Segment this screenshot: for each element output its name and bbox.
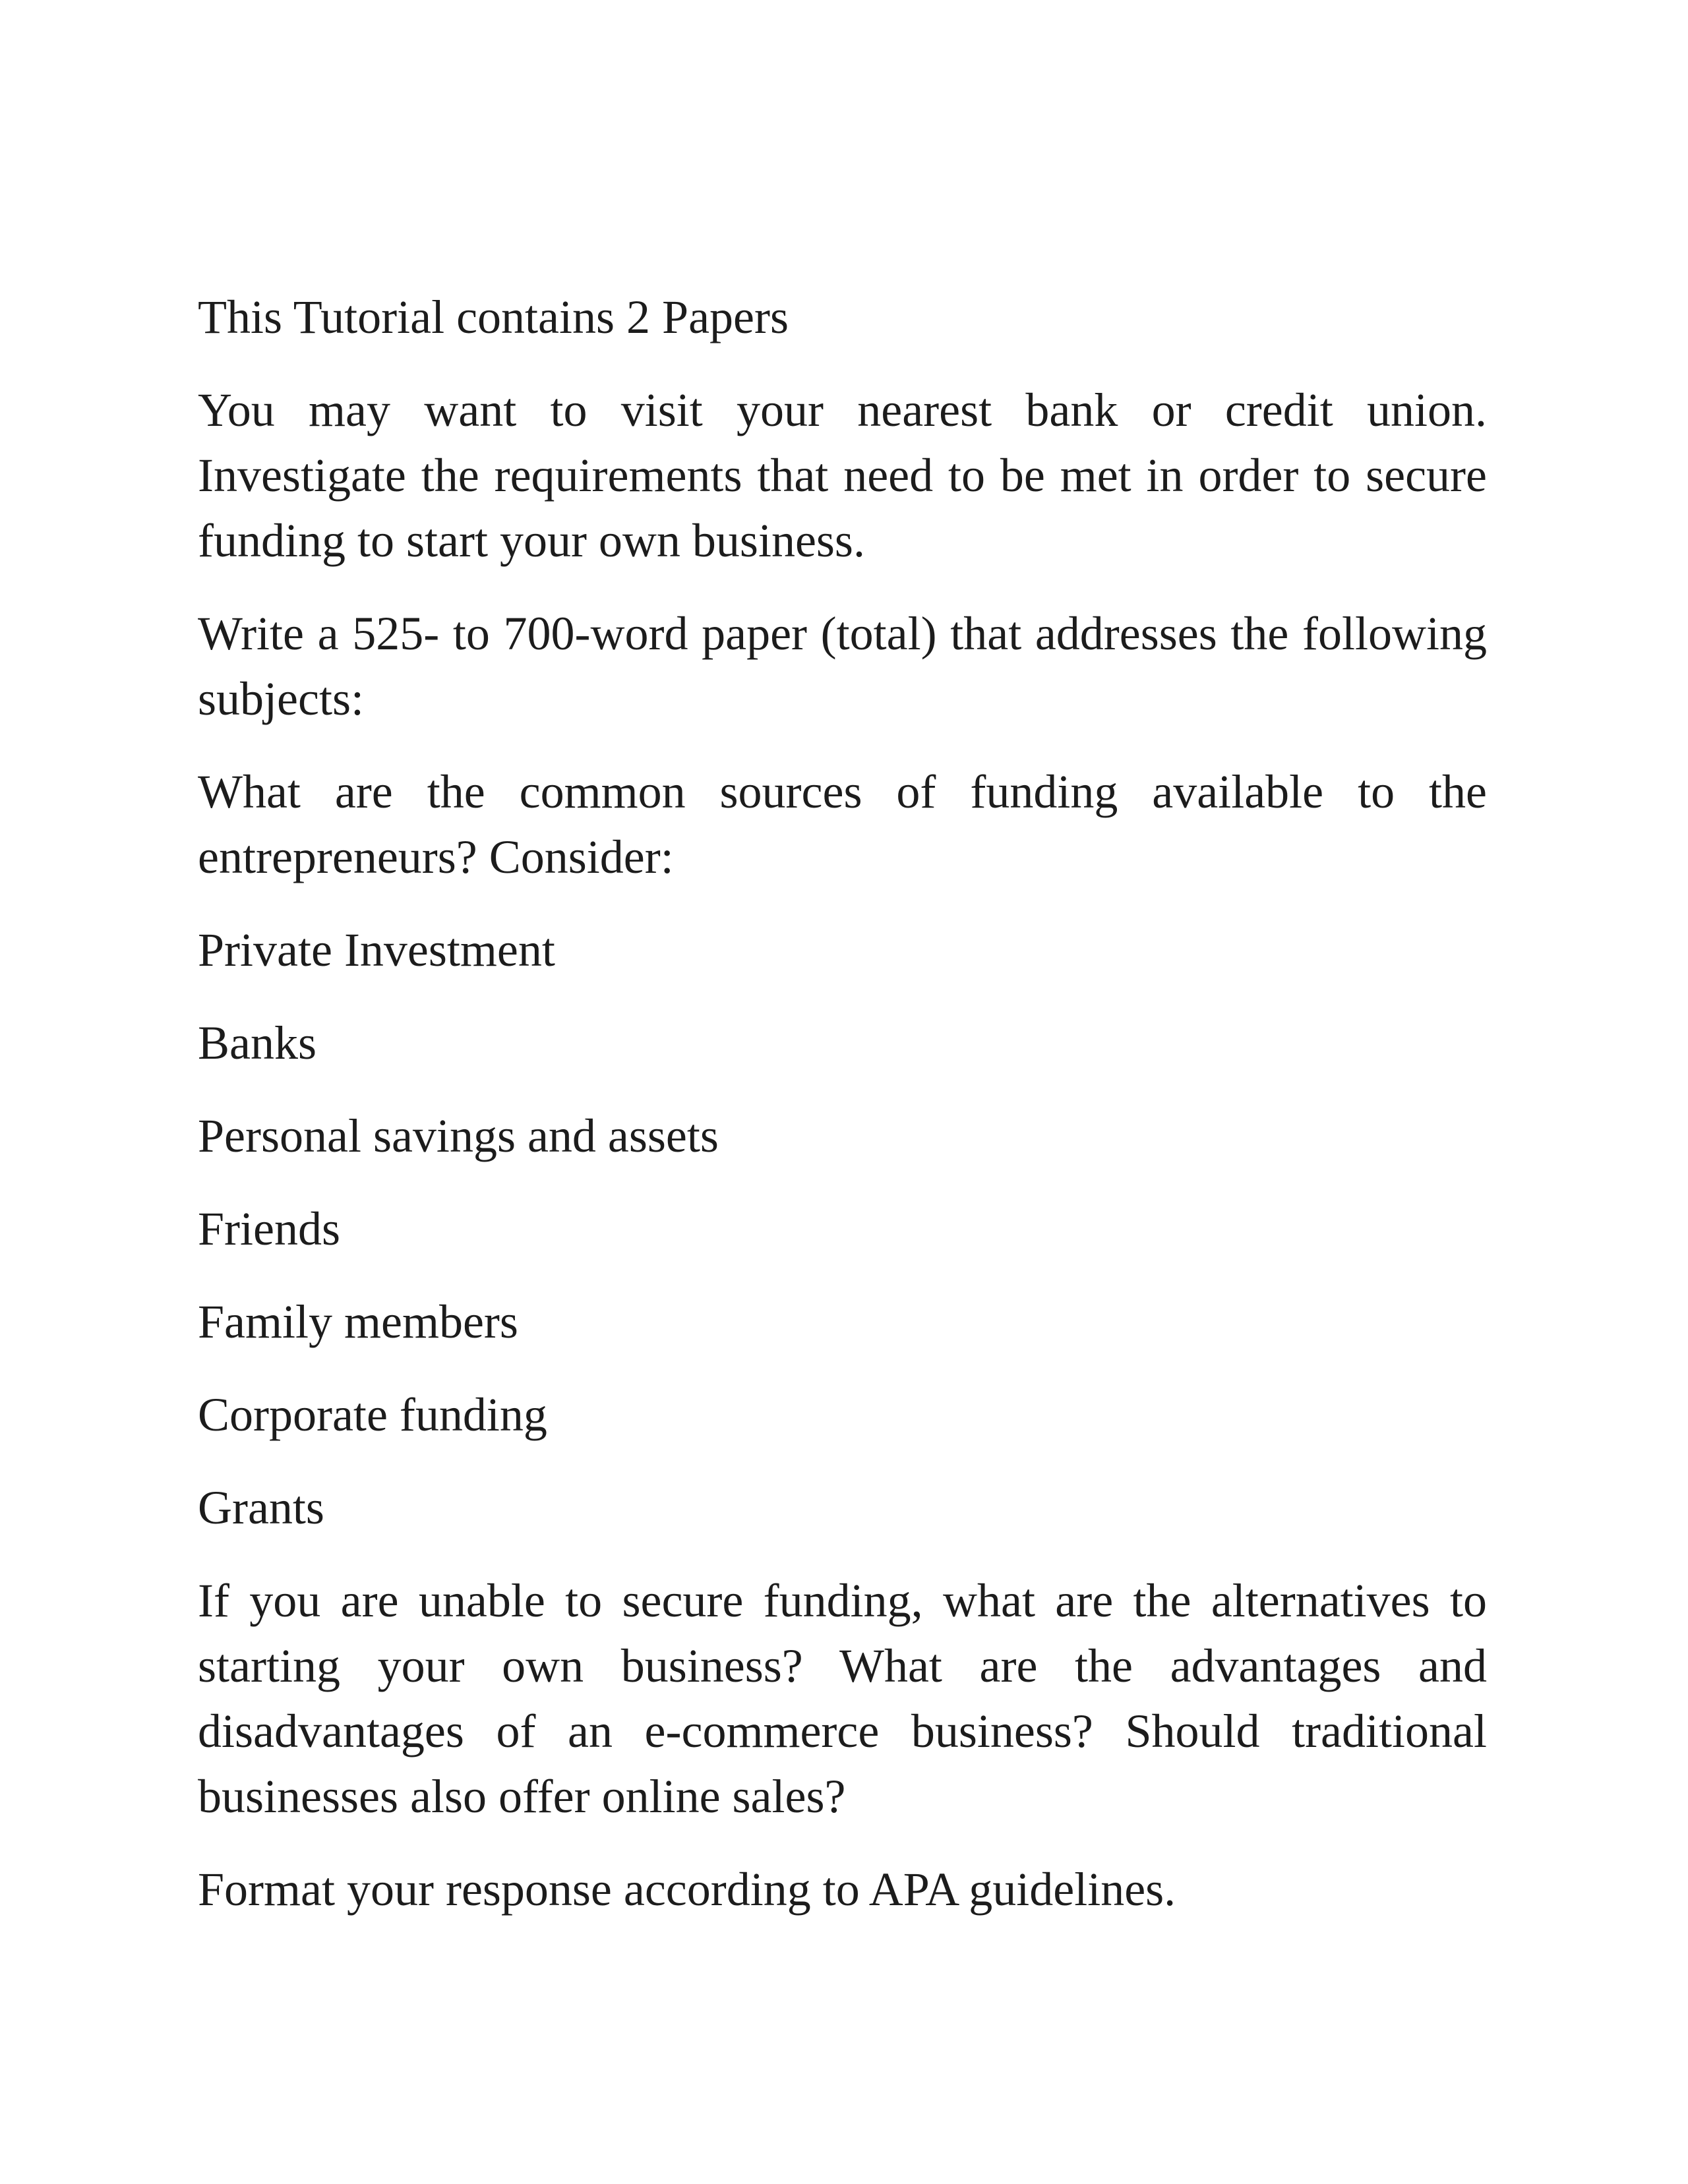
alternatives-questions-paragraph: If you are unable to secure funding, what are the alternatives to starting your own business? What are the advantages and disadvantages of an e-commerce business? Should traditional businesses also offer online sales? — [198, 1574, 1487, 1823]
assignment-paragraph: Write a 525- to 700-word paper (total) that addresses the following subjects: — [198, 607, 1487, 725]
tutorial-heading: This Tutorial contains 2 Papers — [198, 291, 789, 343]
source-item-family-members: Family members — [198, 1295, 518, 1348]
source-item-banks: Banks — [198, 1017, 316, 1069]
source-item-private-investment: Private Investment — [198, 924, 555, 976]
intro-paragraph: You may want to visit your nearest bank or credit union. Investigate the requirements that need to be met in order to secure funding to start your own business. — [198, 384, 1487, 567]
document-body — [198, 285, 1487, 1950]
source-item-grants: Grants — [198, 1481, 324, 1534]
source-item-personal-savings: Personal savings and assets — [198, 1109, 719, 1162]
sources-question-paragraph: What are the common sources of funding available to the entrepreneurs? Consider: — [198, 765, 1487, 883]
format-note-paragraph: Format your response according to APA guidelines. — [198, 1863, 1176, 1916]
source-item-corporate-funding: Corporate funding — [198, 1388, 547, 1441]
source-item-friends: Friends — [198, 1202, 340, 1255]
